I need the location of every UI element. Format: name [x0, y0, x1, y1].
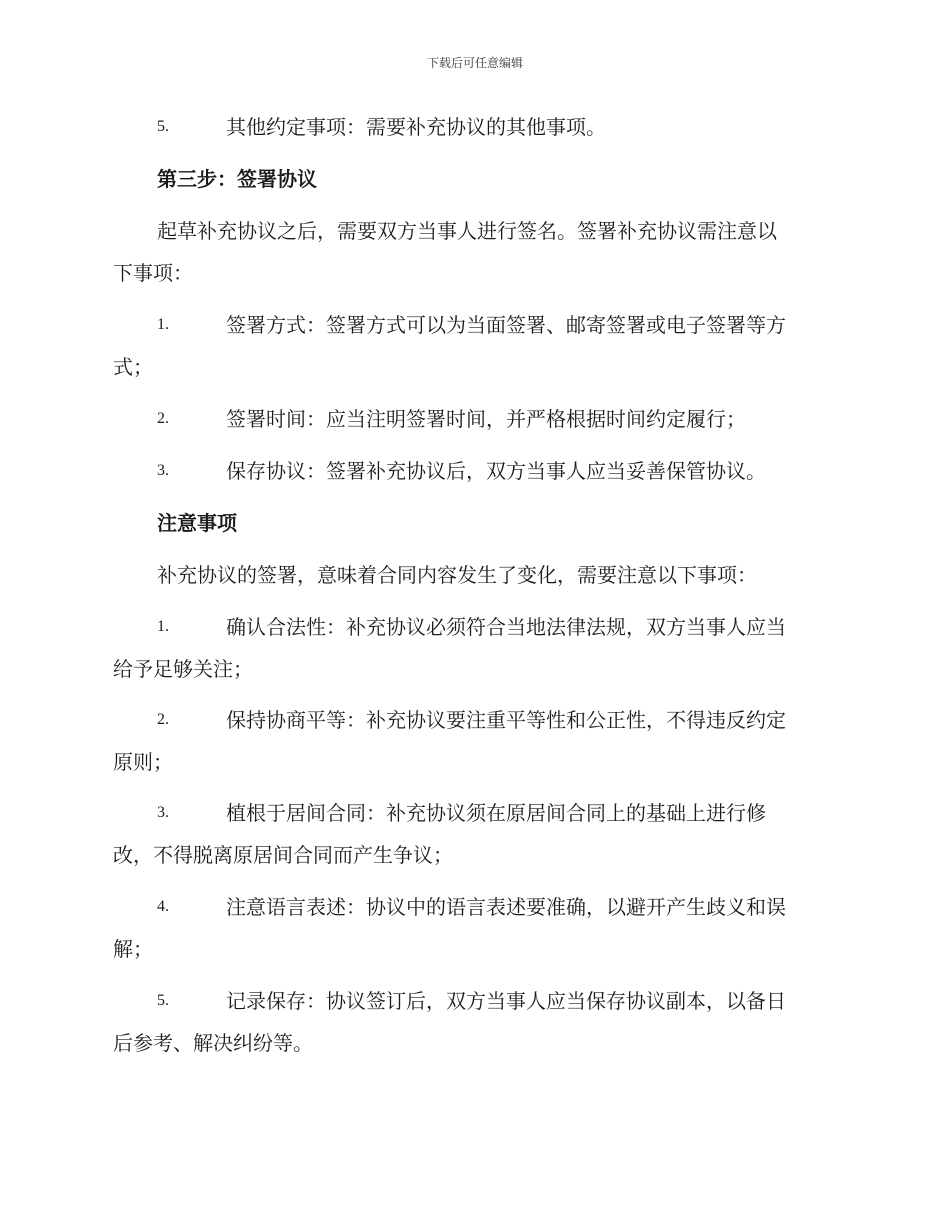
list-item-text: 签署时间：应当注明签署时间，并严格根据时间约定履行； — [226, 407, 746, 431]
list-item-text: 原则； — [113, 750, 173, 774]
list-number: 1. — [157, 316, 169, 333]
list-item-text: 保持协商平等：补充协议要注重平等性和公正性，不得违反约定 — [226, 708, 786, 732]
list-item-text: 式； — [113, 355, 153, 379]
list-item-text: 注意语言表述：协议中的语言表述要准确，以避开产生歧义和误 — [226, 895, 786, 919]
page-header: 下载后可任意编辑 — [426, 56, 523, 70]
list-item-text: 后参考、解决纠纷等。 — [113, 1031, 313, 1055]
list-number: 5. — [157, 118, 169, 135]
list-number: 1. — [157, 618, 169, 635]
list-item-text: 确认合法性：补充协议必须符合当地法律法规，双方当事人应当 — [226, 615, 786, 639]
list-number: 4. — [157, 898, 169, 915]
list-item-text: 记录保存：协议签订后，双方当事人应当保存协议副本，以备日 — [226, 989, 786, 1013]
paragraph-line: 下事项： — [113, 261, 193, 285]
list-number: 3. — [157, 804, 169, 821]
list-number: 2. — [157, 711, 169, 728]
list-number: 5. — [157, 992, 169, 1009]
list-item-text: 其他约定事项：需要补充协议的其他事项。 — [226, 115, 606, 139]
list-number: 2. — [157, 410, 169, 427]
list-number: 3. — [157, 462, 169, 479]
list-item-text: 给予足够关注； — [113, 657, 253, 681]
paragraph-line: 起草补充协议之后，需要双方当事人进行签名。签署补充协议需注意以 — [157, 219, 777, 243]
section-heading-notes: 注意事项 — [157, 511, 237, 535]
list-item-text: 解； — [113, 937, 153, 961]
paragraph-line: 补充协议的签署，意味着合同内容发生了变化，需要注意以下事项： — [157, 563, 757, 587]
section-heading-step3: 第三步：签署协议 — [157, 167, 317, 191]
list-item-text: 签署方式：签署方式可以为当面签署、邮寄签署或电子签署等方 — [226, 313, 786, 337]
list-item-text: 植根于居间合同：补充协议须在原居间合同上的基础上进行修 — [226, 801, 766, 825]
list-item-text: 保存协议：签署补充协议后，双方当事人应当妥善保管协议。 — [226, 459, 766, 483]
list-item-text: 改，不得脱离原居间合同而产生争议； — [113, 843, 453, 867]
